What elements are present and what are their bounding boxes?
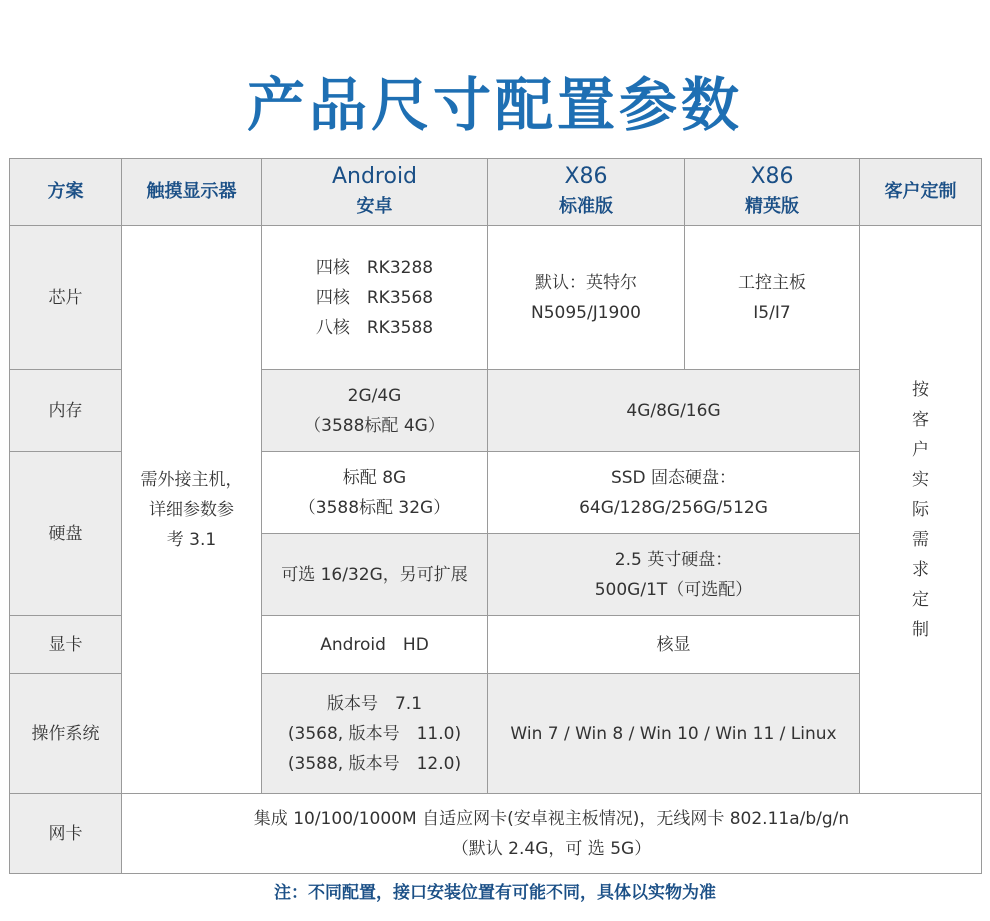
os-x86: Win 7 / Win 8 / Win 10 / Win 11 / Linux: [488, 674, 860, 794]
page-title: 产品尺寸配置参数: [246, 71, 743, 139]
memory-android-line: （3588标配 4G）: [304, 415, 445, 436]
label-storage: 硬盘: [10, 452, 122, 616]
storage-android-2: 可选 16/32G，另可扩展: [262, 534, 488, 616]
custom-note-char: 客: [912, 409, 929, 430]
header-x86a-en: X86: [564, 164, 608, 189]
chip-x86a-line: N5095/J1900: [531, 302, 641, 323]
memory-android: [262, 370, 488, 452]
row-network: [10, 794, 982, 874]
chip-x86-standard: [488, 226, 685, 370]
storage-android-1-line: 标配 8G: [342, 467, 407, 488]
os-android-line: 版本号 7.1: [326, 693, 423, 714]
chip-android-line: 四核 RK3568: [315, 287, 434, 308]
header-display: 触摸显示器: [122, 159, 262, 226]
chip-x86b-line: 工控主板: [738, 272, 806, 293]
memory-x86: 4G/8G/16G: [488, 370, 860, 452]
custom-note-char: 定: [912, 589, 929, 610]
label-memory: 内存: [10, 370, 122, 452]
chip-x86a-line: 默认：英特尔: [535, 272, 637, 293]
header-scheme: 方案: [10, 159, 122, 226]
header-x86b-en: X86: [750, 164, 794, 189]
display-note-line: 需外接主机，: [140, 469, 243, 490]
display-note-cell: [122, 226, 262, 794]
label-gpu: 显卡: [10, 616, 122, 674]
chip-x86-elite: [685, 226, 860, 370]
header-row: [10, 159, 982, 226]
chip-android-line: 四核 RK3288: [315, 257, 434, 278]
storage-android-1-line: （3588标配 32G）: [298, 497, 451, 518]
custom-note-char: 求: [912, 559, 929, 580]
header-x86-elite: [685, 159, 860, 226]
custom-note-char: 制: [912, 619, 929, 640]
header-x86-standard: [488, 159, 685, 226]
network-line: 集成 10/100/1000M 自适应网卡(安卓视主板情况)，无线网卡 802.11a/b/g/n: [253, 808, 850, 829]
header-x86b-cn: 精英版: [745, 196, 799, 217]
display-note-line: 详细参数参: [149, 499, 234, 520]
spec-table: [9, 158, 982, 874]
chip-x86b-line: I5/I7: [753, 302, 791, 323]
storage-x86-2-line: 2.5 英寸硬盘：: [614, 549, 733, 570]
storage-x86-2-line: 500G/1T（可选配）: [594, 579, 753, 600]
display-note-line: 考 3.1: [166, 529, 217, 550]
storage-x86-1-line: 64G/128G/256G/512G: [579, 497, 768, 518]
memory-android-line: 2G/4G: [347, 385, 402, 406]
storage-android-1: [262, 452, 488, 534]
label-chip: 芯片: [10, 226, 122, 370]
network-line: （默认 2.4G，可 选 5G）: [451, 838, 652, 859]
storage-x86-1-line: SSD 固态硬盘：: [610, 467, 737, 488]
os-android: [262, 674, 488, 794]
custom-note-char: 需: [912, 529, 929, 550]
row-chip: [10, 226, 982, 370]
header-android-en: Android: [331, 164, 418, 189]
storage-x86-2: [488, 534, 860, 616]
os-android-line: (3568, 版本号 11.0): [287, 723, 462, 744]
header-android: [262, 159, 488, 226]
gpu-x86: 核显: [488, 616, 860, 674]
chip-android: [262, 226, 488, 370]
footnote: 注：不同配置，接口安装位置有可能不同，具体以实物为准: [274, 883, 716, 903]
storage-x86-1: [488, 452, 860, 534]
os-android-line: (3588, 版本号 12.0): [287, 753, 462, 774]
label-os: 操作系统: [10, 674, 122, 794]
header-x86a-cn: 标准版: [559, 196, 613, 217]
custom-note-cell: [860, 226, 982, 794]
chip-android-line: 八核 RK3588: [315, 317, 434, 338]
network-value: [122, 794, 982, 874]
header-android-cn: 安卓: [356, 196, 393, 217]
custom-note-char: 户: [912, 439, 929, 460]
gpu-android: Android HD: [262, 616, 488, 674]
header-custom: 客户定制: [860, 159, 982, 226]
custom-note-char: 际: [912, 499, 929, 520]
custom-note-char: 实: [912, 469, 929, 490]
label-network: 网卡: [10, 794, 122, 874]
custom-note-char: 按: [912, 379, 929, 400]
